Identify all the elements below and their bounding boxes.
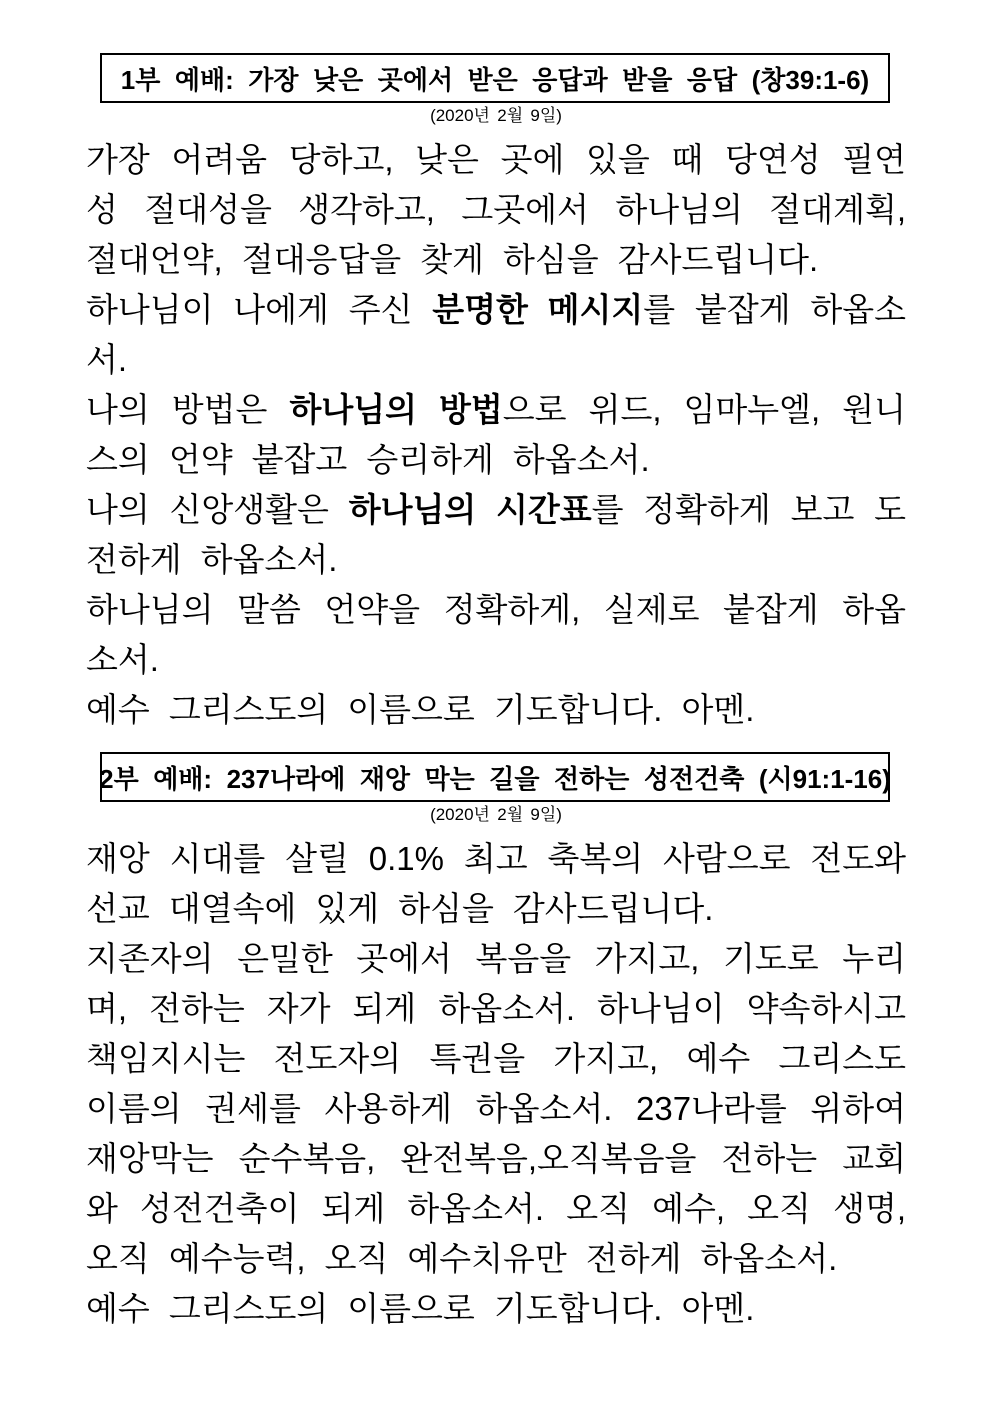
prayer-paragraph (86, 685, 906, 735)
text-run: 나의 방법은 (86, 391, 290, 428)
text-run: 으로 위드, 임마누엘, 원니스의 언약 붙잡고 승리하게 하옵소서. (86, 391, 907, 478)
text-run: 가장 어려움 당하고, 낮은 곳에 있을 때 당연성 필연성 절대성을 생각하고, 그곳에서 하나님의 절대계획, 절대언약, 절대응답을 찾게 하심을 감사드립니다. (86, 141, 906, 278)
text-run: 하나님의 말씀 언약을 정확하게, 실제로 붙잡게 하옵소서. (86, 591, 906, 678)
prayer-paragraph (86, 285, 906, 385)
prayer-paragraph (86, 485, 906, 585)
text-run: 를 붙잡게 하옵소서. (86, 291, 906, 378)
bold-text-run: 하나님의 시간표 (348, 491, 592, 528)
prayer-paragraph (86, 585, 906, 685)
text-run: 를 정확하게 보고 도전하게 하옵소서. (86, 491, 906, 578)
bold-text-run: 분명한 메시지 (432, 291, 644, 328)
text-run: 예수 그리스도의 이름으로 기도합니다. 아멘. (86, 1290, 755, 1327)
first-service-date: (2020년 2월 9일) (430, 106, 562, 125)
prayer-paragraph (86, 834, 906, 934)
second-service-title-box (100, 752, 890, 802)
first-service-title: 1부 예배: 가장 낮은 곳에서 받은 응답과 받을 응답 (창39:1-6) (120, 64, 870, 95)
prayer-paragraph (86, 1284, 906, 1334)
first-service-prayer-text (86, 135, 906, 735)
second-service-title: 2부 예배: 237나라에 재앙 막는 길을 전하는 성전건축 (시91:1-16) (99, 763, 891, 794)
text-run: 재앙 시대를 살릴 0.1% 최고 축복의 사람으로 전도와 선교 대열속에 있게 하심을 감사드립니다. (86, 840, 906, 927)
prayer-paragraph (86, 385, 906, 485)
text-run: 하나님이 나에게 주신 (86, 291, 433, 328)
prayer-paragraph (86, 934, 906, 1284)
bold-text-run: 하나님의 방법 (289, 391, 503, 428)
first-service-title-box (100, 53, 890, 103)
text-run: 지존자의 은밀한 곳에서 복음을 가지고, 기도로 누리며, 전하는 자가 되게 하옵소서. 하나님이 약속하시고 책임지시는 전도자의 특권을 가지고, 예수 그리스도 이름의 권세를 사용하게 하옵소서. 237나라를 위하여 재앙막는 순수복음, 완전복음,오직복음을 전하는 교회와 성전건축이 되게 하옵소서. 오직 예수, 오직 생명, 오직 예수능력, 오직 예수치유만 전하게 하옵소서. (86, 940, 906, 1277)
prayer-paragraph (86, 135, 906, 285)
second-service-date: (2020년 2월 9일) (430, 805, 562, 824)
section-second-service (86, 752, 906, 1334)
text-run: 예수 그리스도의 이름으로 기도합니다. 아멘. (86, 691, 755, 728)
second-service-prayer-text (86, 834, 906, 1334)
section-first-service (86, 53, 906, 752)
text-run: 나의 신앙생활은 (86, 491, 349, 528)
